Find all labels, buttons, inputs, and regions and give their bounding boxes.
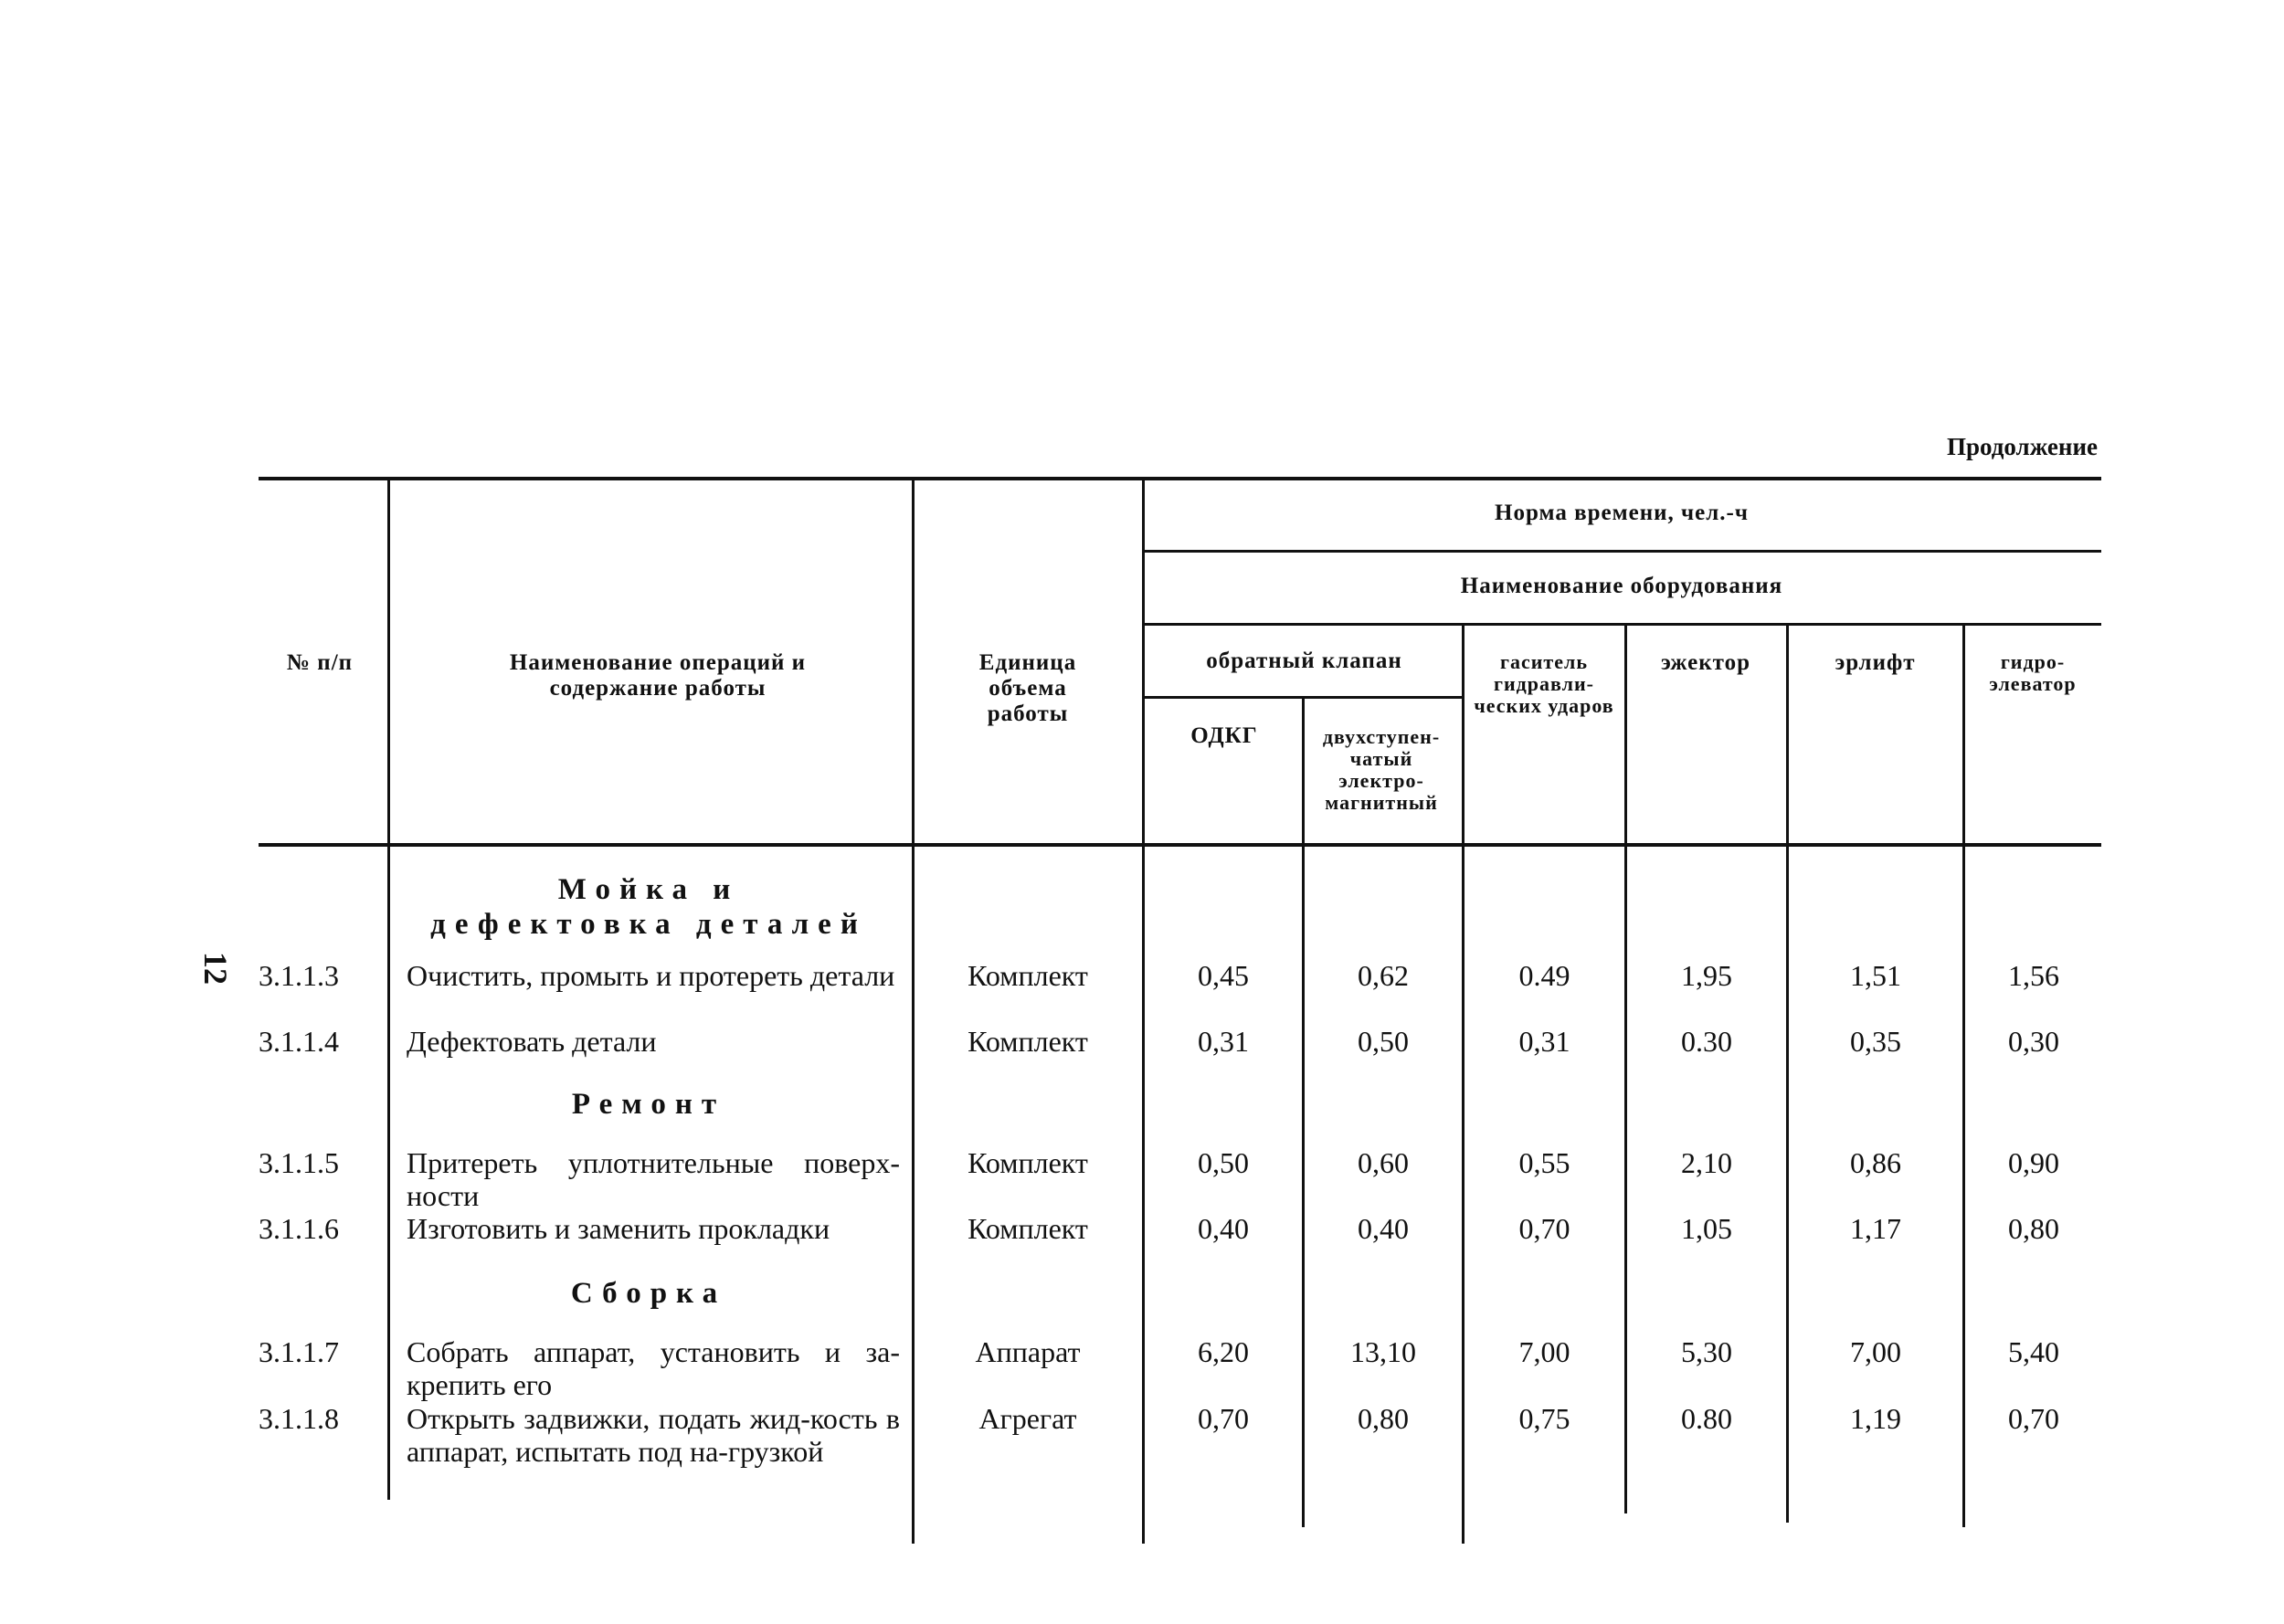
value-damper: 0.49 bbox=[1518, 959, 1570, 992]
value-airlift: 7,00 bbox=[1850, 1335, 1901, 1368]
header-check-valve: обратный клапан bbox=[1206, 649, 1402, 673]
col-divider-2 bbox=[912, 477, 915, 1544]
row-unit: Комплект bbox=[968, 1212, 1088, 1245]
header-time-norm: Норма времени, чел.-ч bbox=[1495, 501, 1749, 525]
continuation-label: Продолжение bbox=[1947, 433, 2098, 460]
row-operation: Притереть уплотнительные поверх-ности bbox=[407, 1146, 900, 1212]
row-operation: Изготовить и заменить прокладки bbox=[407, 1212, 830, 1245]
value-hydroelevator: 0,80 bbox=[2008, 1212, 2059, 1245]
value-damper: 7,00 bbox=[1518, 1335, 1570, 1368]
col-divider-7 bbox=[1786, 623, 1789, 1523]
value-hydroelevator: 0,90 bbox=[2008, 1146, 2059, 1179]
table-top-rule bbox=[259, 477, 2101, 480]
value-hydroelevator: 0,70 bbox=[2008, 1402, 2059, 1435]
value-airlift: 1,51 bbox=[1850, 959, 1901, 992]
value-hydroelevator: 1,56 bbox=[2008, 959, 2059, 992]
header-rule-equipment bbox=[1142, 623, 2101, 626]
header-rule-time-norm bbox=[1142, 550, 2101, 553]
value-odkg: 0,40 bbox=[1198, 1212, 1249, 1245]
row-unit: Агрегат bbox=[978, 1402, 1077, 1435]
col-divider-3 bbox=[1142, 477, 1145, 1544]
col-divider-1 bbox=[387, 477, 390, 1500]
header-odkg: ОДКГ bbox=[1190, 723, 1258, 748]
row-unit: Аппарат bbox=[975, 1335, 1081, 1368]
value-damper: 0,70 bbox=[1518, 1212, 1570, 1245]
value-odkg: 0,31 bbox=[1198, 1025, 1249, 1058]
header-ejector: эжектор bbox=[1660, 650, 1751, 675]
row-operation: Открыть задвижки, подать жид-кость в аппарат, испытать под на-грузкой bbox=[407, 1402, 900, 1468]
value-odkg: 0,50 bbox=[1198, 1146, 1249, 1179]
value-odkg: 0,70 bbox=[1198, 1402, 1249, 1435]
value-two-stage: 0,62 bbox=[1358, 959, 1409, 992]
row-unit: Комплект bbox=[968, 1025, 1088, 1058]
value-two-stage: 13,10 bbox=[1350, 1335, 1416, 1368]
row-number: 3.1.1.3 bbox=[259, 959, 339, 992]
header-hydroelevator: гидро-элеватор bbox=[1989, 650, 2077, 695]
header-col-unit: Единица объема работы bbox=[978, 650, 1077, 726]
col-divider-6 bbox=[1624, 623, 1627, 1513]
value-airlift: 0,35 bbox=[1850, 1025, 1901, 1058]
value-airlift: 1,19 bbox=[1850, 1402, 1901, 1435]
value-hydroelevator: 0,30 bbox=[2008, 1025, 2059, 1058]
value-two-stage: 0,40 bbox=[1358, 1212, 1409, 1245]
section-title: Ремонт bbox=[571, 1088, 726, 1121]
value-damper: 0,31 bbox=[1518, 1025, 1570, 1058]
value-damper: 0,75 bbox=[1518, 1402, 1570, 1435]
header-col-name: Наименование операций и содержание работы bbox=[509, 650, 807, 701]
col-divider-8 bbox=[1962, 623, 1965, 1527]
value-odkg: 6,20 bbox=[1198, 1335, 1249, 1368]
value-ejector: 0.30 bbox=[1681, 1025, 1732, 1058]
value-airlift: 1,17 bbox=[1850, 1212, 1901, 1245]
row-number: 3.1.1.8 bbox=[259, 1402, 339, 1435]
header-airlift: эрлифт bbox=[1835, 650, 1916, 675]
section-title: Сборка bbox=[570, 1277, 727, 1310]
value-ejector: 5,30 bbox=[1681, 1335, 1732, 1368]
header-col-no: № п/п bbox=[286, 650, 354, 675]
header-equipment: Наименование оборудования bbox=[1460, 574, 1783, 598]
row-unit: Комплект bbox=[968, 1146, 1088, 1179]
value-ejector: 1,05 bbox=[1681, 1212, 1732, 1245]
row-number: 3.1.1.5 bbox=[259, 1146, 339, 1179]
header-two-stage: двухступен-чатый электро-магнитный bbox=[1322, 725, 1441, 814]
row-number: 3.1.1.6 bbox=[259, 1212, 339, 1245]
row-number: 3.1.1.7 bbox=[259, 1335, 339, 1368]
value-two-stage: 0,50 bbox=[1358, 1025, 1409, 1058]
row-number: 3.1.1.4 bbox=[259, 1025, 339, 1058]
value-ejector: 2,10 bbox=[1681, 1146, 1732, 1179]
value-two-stage: 0,60 bbox=[1358, 1146, 1409, 1179]
value-odkg: 0,45 bbox=[1198, 959, 1249, 992]
value-ejector: 1,95 bbox=[1681, 959, 1732, 992]
row-operation: Дефектовать детали bbox=[407, 1025, 657, 1058]
row-operation: Очистить, промыть и протереть детали bbox=[407, 959, 895, 992]
value-hydroelevator: 5,40 bbox=[2008, 1335, 2059, 1368]
value-two-stage: 0,80 bbox=[1358, 1402, 1409, 1435]
header-damper: гаситель гидравли-ческих ударов bbox=[1474, 650, 1614, 717]
row-operation: Собрать аппарат, установить и за-крепить его bbox=[407, 1335, 900, 1401]
page-number: 12 bbox=[197, 952, 234, 985]
value-airlift: 0,86 bbox=[1850, 1146, 1901, 1179]
row-unit: Комплект bbox=[968, 959, 1088, 992]
header-bottom-rule bbox=[259, 843, 2101, 847]
section-title: Мойка и дефектовка деталей bbox=[430, 873, 867, 941]
value-ejector: 0.80 bbox=[1681, 1402, 1732, 1435]
value-damper: 0,55 bbox=[1518, 1146, 1570, 1179]
